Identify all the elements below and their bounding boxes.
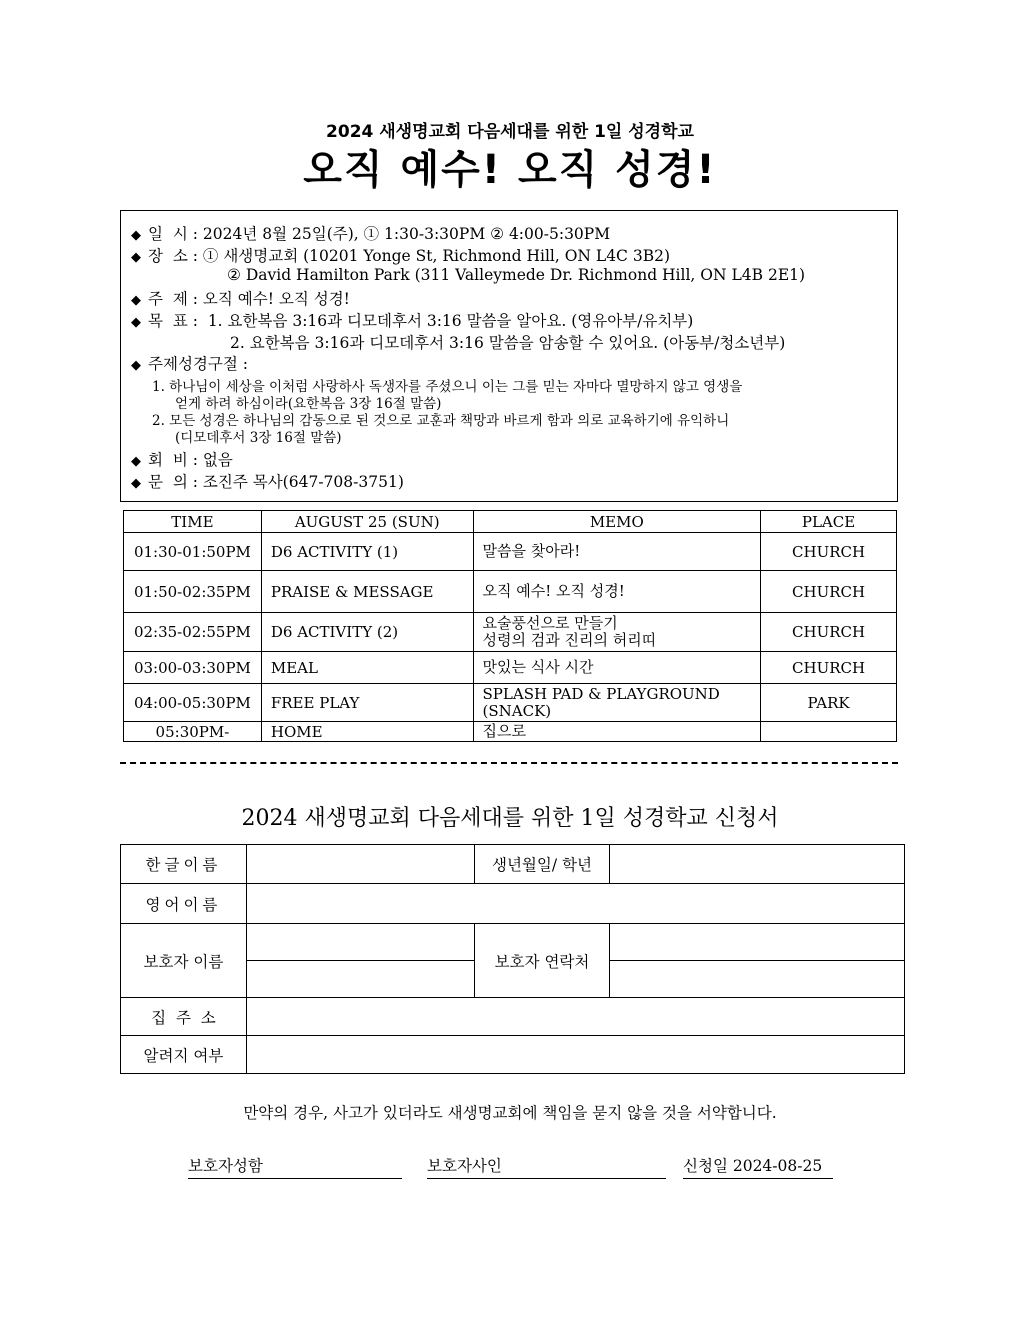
activity-cell: HOME [261, 722, 473, 742]
memo-cell [473, 613, 761, 652]
diamond-bullet-icon: ◆ [131, 454, 141, 469]
verses-label: 주제성경구절 : [148, 355, 248, 373]
activity-cell: D6 ACTIVITY (1) [261, 533, 473, 571]
memo-line-1: 말씀을 찾아라! [482, 542, 581, 560]
fee-label: 회 비 : [148, 451, 198, 469]
place-value-1: ① 새생명교회 (10201 Yonge St, Richmond Hill, ON L4C 3B2) [202, 247, 671, 265]
goal-value-2: 2. 요한복음 3:16과 디모데후서 3:16 말씀을 암송할 수 있어요. (아동부/청소년부) [230, 334, 786, 352]
address-label: 집 주 소 [121, 998, 247, 1036]
goal-value-1: 1. 요한복음 3:16과 디모데후서 3:16 말씀을 알아요. (영유아부/유치부) [207, 312, 694, 330]
contact-value: 조진주 목사(647-708-3751) [202, 473, 404, 491]
memo-line-1: 요술풍선으로 만들기 [482, 614, 618, 632]
guardian-contact-field-1[interactable] [610, 924, 905, 961]
fee-value: 없음 [202, 451, 233, 469]
agreement-statement: 만약의 경우, 사고가 있더라도 새생명교회에 책임을 묻지 않을 것을 서약합니다. [243, 1104, 777, 1122]
verse-1a: 1. 하나님이 세상을 이처럼 사랑하사 독생자를 주셨으니 이는 그를 믿는 자마다 멸망하지 않고 영생을 [152, 379, 743, 395]
verse-2b: (디모데후서 3장 16절 말씀) [175, 430, 342, 446]
guardian-contact-field-2[interactable] [610, 961, 905, 998]
fee-line [131, 448, 233, 470]
english-name-field[interactable] [246, 884, 904, 924]
memo-line-1: SPLASH PAD & PLAYGROUND [482, 684, 720, 703]
memo-cell [473, 684, 761, 722]
place-line [131, 244, 670, 266]
goal-label: 목 표 : [148, 312, 198, 330]
korean-name-label: 한글이름 [121, 845, 247, 884]
memo-line-2: (SNACK) [482, 701, 552, 720]
memo-line-1: 집으로 [482, 722, 527, 740]
place-cell: CHURCH [761, 533, 897, 571]
column-header-date: AUGUST 25 (SUN) [261, 511, 473, 533]
date-value: 2024년 8월 25일(주), ① 1:30-3:30PM ② 4:00-5:30PM [202, 225, 611, 243]
guardian-name-label: 보호자 이름 [121, 924, 247, 998]
diamond-bullet-icon: ◆ [131, 228, 141, 243]
table-row [124, 533, 897, 571]
form-title: 2024 새생명교회 다음세대를 위한 1일 성경학교 신청서 [241, 806, 779, 831]
verses-line [131, 352, 248, 374]
address-field[interactable] [246, 998, 904, 1036]
memo-cell [473, 533, 761, 571]
memo-line-1: 맛있는 식사 시간 [482, 658, 594, 676]
apply-date [683, 1154, 833, 1179]
apply-date-label: 신청일 2024-08-25 [683, 1157, 823, 1175]
time-cell: 01:30-01:50PM [124, 533, 262, 571]
memo-line-2: 성령의 검과 진리의 허리띠 [482, 631, 657, 649]
goal-line [131, 309, 693, 331]
english-name-label: 영어이름 [121, 884, 247, 924]
korean-name-field[interactable] [246, 845, 474, 884]
time-cell: 05:30PM- [124, 722, 262, 742]
place-cell: PARK [761, 684, 897, 722]
time-cell: 01:50-02:35PM [124, 571, 262, 613]
time-cell: 04:00-05:30PM [124, 684, 262, 722]
diamond-bullet-icon: ◆ [131, 476, 141, 491]
guardian-name-sign-label: 보호자성함 [188, 1157, 263, 1175]
birth-grade-field[interactable] [610, 845, 905, 884]
schedule-table [123, 510, 897, 742]
table-row [124, 652, 897, 684]
place-cell [761, 722, 897, 742]
activity-cell: D6 ACTIVITY (2) [261, 613, 473, 652]
guardian-signature-line[interactable] [427, 1154, 666, 1179]
activity-cell: MEAL [261, 652, 473, 684]
verse-1b: 얻게 하려 하심이라(요한복음 3장 16절 말씀) [175, 396, 442, 412]
subtitle: 2024 새생명교회 다음세대를 위한 1일 성경학교 [326, 122, 694, 142]
column-header-memo: MEMO [473, 511, 761, 533]
table-row [124, 684, 897, 722]
place-cell: CHURCH [761, 613, 897, 652]
referral-field[interactable] [246, 1036, 904, 1074]
table-row [124, 613, 897, 652]
column-header-time: TIME [124, 511, 262, 533]
guardian-name-field-2[interactable] [246, 961, 474, 998]
birth-grade-label: 생년월일/ 학년 [474, 845, 610, 884]
place-value-2: ② David Hamilton Park (311 Valleymede Dr. Richmond Hill, ON L4B 2E1) [227, 266, 806, 284]
verse-2a: 2. 모든 성경은 하나님의 감동으로 된 것으로 교훈과 책망과 바르게 함과 의로 교육하기에 유익하니 [152, 413, 730, 429]
place-cell: CHURCH [761, 652, 897, 684]
place-cell: CHURCH [761, 571, 897, 613]
memo-line-1: 오직 예수! 오직 성경! [482, 582, 625, 600]
guardian-contact-label: 보호자 연락처 [474, 924, 610, 998]
event-info-box [120, 210, 898, 502]
diamond-bullet-icon: ◆ [131, 250, 141, 265]
table-row [124, 722, 897, 742]
table-row [124, 571, 897, 613]
page-title: 오직 예수! 오직 성경! [303, 147, 717, 193]
application-form [120, 844, 905, 1074]
date-label: 일 시 : [148, 225, 198, 243]
cut-line-divider [120, 762, 898, 764]
date-line [131, 222, 610, 244]
theme-label: 주 제 : [148, 290, 198, 308]
table-header-row [124, 511, 897, 533]
place-label: 장 소 : [148, 247, 198, 265]
referral-label: 알려지 여부 [121, 1036, 247, 1074]
activity-cell: PRAISE & MESSAGE [261, 571, 473, 613]
diamond-bullet-icon: ◆ [131, 293, 141, 308]
activity-cell: FREE PLAY [261, 684, 473, 722]
guardian-name-field-1[interactable] [246, 924, 474, 961]
column-header-place: PLACE [761, 511, 897, 533]
diamond-bullet-icon: ◆ [131, 315, 141, 330]
diamond-bullet-icon: ◆ [131, 358, 141, 373]
time-cell: 02:35-02:55PM [124, 613, 262, 652]
contact-label: 문 의 : [148, 473, 198, 491]
guardian-signature-label: 보호자사인 [427, 1157, 502, 1175]
memo-cell [473, 722, 761, 742]
contact-line [131, 470, 404, 492]
memo-cell [473, 652, 761, 684]
guardian-name-signature-line[interactable] [188, 1154, 402, 1179]
memo-cell [473, 571, 761, 613]
theme-value: 오직 예수! 오직 성경! [202, 290, 350, 308]
time-cell: 03:00-03:30PM [124, 652, 262, 684]
theme-line [131, 287, 350, 309]
